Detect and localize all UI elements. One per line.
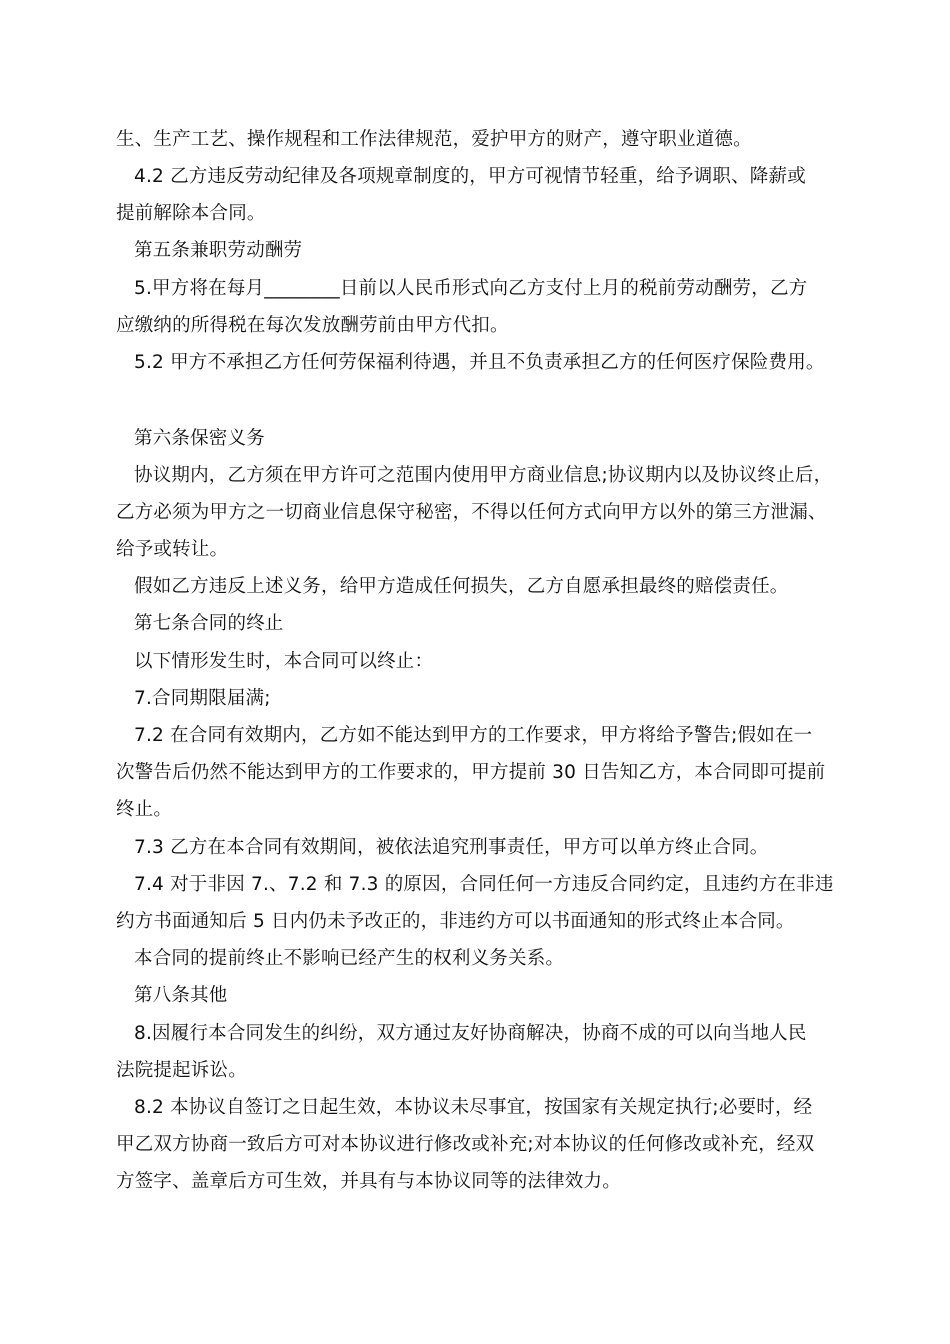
section-heading: 第八条其他 xyxy=(134,985,228,1006)
text-line: 乙方必须为甲方之一切商业信息保守秘密，不得以任何方式向甲方以外的第三方泄漏、 xyxy=(116,502,827,523)
text-line: 7.3 乙方在本合同有效期间，被依法追究刑事责任，甲方可以单方终止合同。 xyxy=(134,837,769,858)
text-line: 协议期内，乙方须在甲方许可之范围内使用甲方商业信息;协议期内以及协议终止后， xyxy=(134,465,833,486)
text-line: 7.2 在合同有效期内，乙方如不能达到甲方的工作要求，甲方将给予警告;假如在一 xyxy=(134,725,813,746)
text-line: 方签字、盖章后方可生效，并具有与本协议同等的法律效力。 xyxy=(116,1171,621,1192)
text-line: 生、生产工艺、操作规程和工作法律规范，爱护甲方的财产，遵守职业道德。 xyxy=(116,129,752,150)
text-line: 应缴纳的所得税在每次发放酬劳前由甲方代扣。 xyxy=(116,315,509,336)
section-heading: 第七条合同的终止 xyxy=(134,613,284,634)
text-line: 7.4 对于非因 7.、7.2 和 7.3 的原因，合同任何一方违反合同约定，且违约方在非违 xyxy=(134,874,834,895)
text-line: 终止。 xyxy=(116,799,173,820)
text-line: 假如乙方违反上述义务，给甲方造成任何损失，乙方自愿承担最终的赔偿责任。 xyxy=(134,576,789,597)
text-line: 5.2 甲方不承担乙方任何劳保福利待遇，并且不负责承担乙方的任何医疗保险费用。 xyxy=(134,352,825,373)
text-line: 甲乙双方协商一致后方可对本协议进行修改或补充;对本协议的任何修改或补充，经双 xyxy=(116,1134,815,1155)
text-line: 本合同的提前终止不影响已经产生的权利义务关系。 xyxy=(134,948,565,969)
text-line: 5.甲方将在每月________日前以人民币形式向乙方支付上月的税前劳动酬劳，乙方 xyxy=(134,278,808,299)
text-line: 约方书面通知后 5 日内仍未予改正的，非违约方可以书面通知的形式终止本合同。 xyxy=(116,911,795,932)
text-line: 法院提起诉讼。 xyxy=(116,1060,247,1081)
text-line: 8.2 本协议自签订之日起生效，本协议未尽事宜，按国家有关规定执行;必要时，经 xyxy=(134,1097,813,1118)
text-line: 以下情形发生时，本合同可以终止： xyxy=(134,651,434,672)
text-line: 4.2 乙方违反劳动纪律及各项规章制度的，甲方可视情节轻重，给予调职、降薪或 xyxy=(134,166,806,187)
text-line: 给予或转让。 xyxy=(116,539,229,560)
text-line: 8.因履行本合同发生的纠纷，双方通过友好协商解决，协商不成的可以向当地人民 xyxy=(134,1023,807,1044)
text-line: 次警告后仍然不能达到甲方的工作要求的，甲方提前 30 日告知乙方，本合同即可提前 xyxy=(116,762,826,783)
text-line: 7.合同期限届满; xyxy=(134,688,271,709)
section-heading: 第五条兼职劳动酬劳 xyxy=(134,240,303,261)
section-heading: 第六条保密义务 xyxy=(134,428,265,449)
text-line: 提前解除本合同。 xyxy=(116,203,266,224)
